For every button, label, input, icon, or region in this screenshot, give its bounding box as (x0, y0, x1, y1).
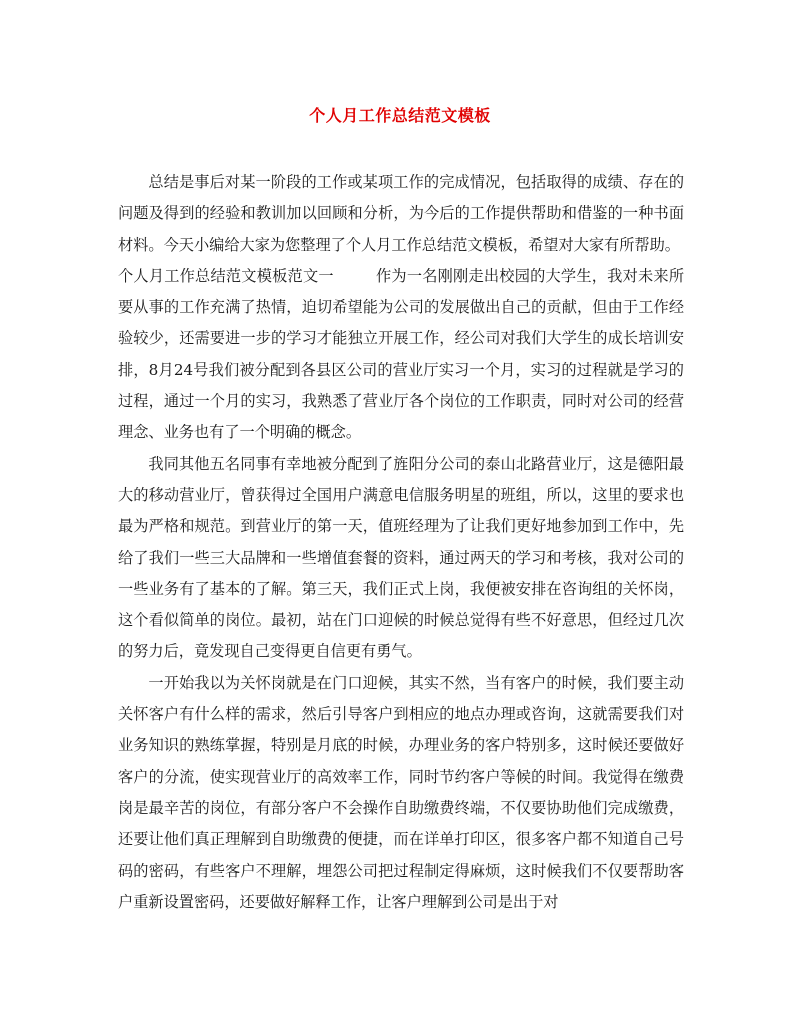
intro-paragraph: 总结是事后对某一阶段的工作或某项工作的完成情况，包括取得的成绩、存在的问题及得到的经验和教训加以回顾和分析，为今后的工作提供帮助和借鉴的一种书面材料。今天小编给大家为您整理了个人月工作总结范文模板，希望对大家有所帮助。 (118, 173, 684, 254)
sample-section (118, 261, 684, 449)
sample-heading: 个人月工作总结范文模板范文一 (118, 266, 334, 285)
paragraph-2: 我同其他五名同事有幸地被分配到了旌阳分公司的泰山北路营业厅，这是德阳最大的移动营业厅，曾获得过全国用户满意电信服务明星的班组，所以，这里的要求也最为严格和规范。到营业厅的第一天，值班经理为了让我们更好地参加到工作中，先给了我们一些三大品牌和一些增值套餐的资料，通过两天的学习和考核，我对公司的一些业务有了基本的了解。第三天，我们正式上岗，我便被安排在咨询组的关怀岗，这个看似简单的岗位。最初，站在门口迎候的时候总觉得有些不好意思，但经过几次的努力后，竟发现自己变得更自信更有勇气。 (118, 454, 684, 661)
paragraph-3: 一开始我以为关怀岗就是在门口迎候，其实不然，当有客户的时候，我们要主动关怀客户有什么样的需求，然后引导客户到相应的地点办理或咨询，这就需要我们对业务知识的熟练掌握，特别是月底的时候，办理业务的客户特别多，这时候还要做好客户的分流，使实现营业厅的高效率工作，同时节约客户等候的时间。我觉得在缴费岗是最辛苦的岗位，有部分客户不会操作自助缴费终端，不仅要协助他们完成缴费，还要让他们真正理解到自助缴费的便捷，而在详单打印区，很多客户都不知道自己号码的密码，有些客户不理解，埋怨公司把过程制定得麻烦，这时候我们不仅要帮助客户重新设置密码，还要做好解释工作，让客户理解到公司是出于对 (118, 673, 684, 911)
document-title: 个人月工作总结范文模板 (309, 106, 491, 125)
document-body (118, 167, 684, 918)
paragraph-1: 作为一名刚刚走出校园的大学生，我对未来所要从事的工作充满了热情，迫切希望能为公司的发展做出自己的贡献，但由于工作经验较少，还需要进一步的学习才能独立开展工作，经公司对我们大学生的成长培训安排，8月24号我们被分配到各县区公司的营业厅实习一个月，实习的过程就是学习的过程，通过一个月的实习，我熟悉了营业厅各个岗位的工作职责，同时对公司的经营理念、业务也有了一个明确的概念。 (118, 266, 685, 442)
